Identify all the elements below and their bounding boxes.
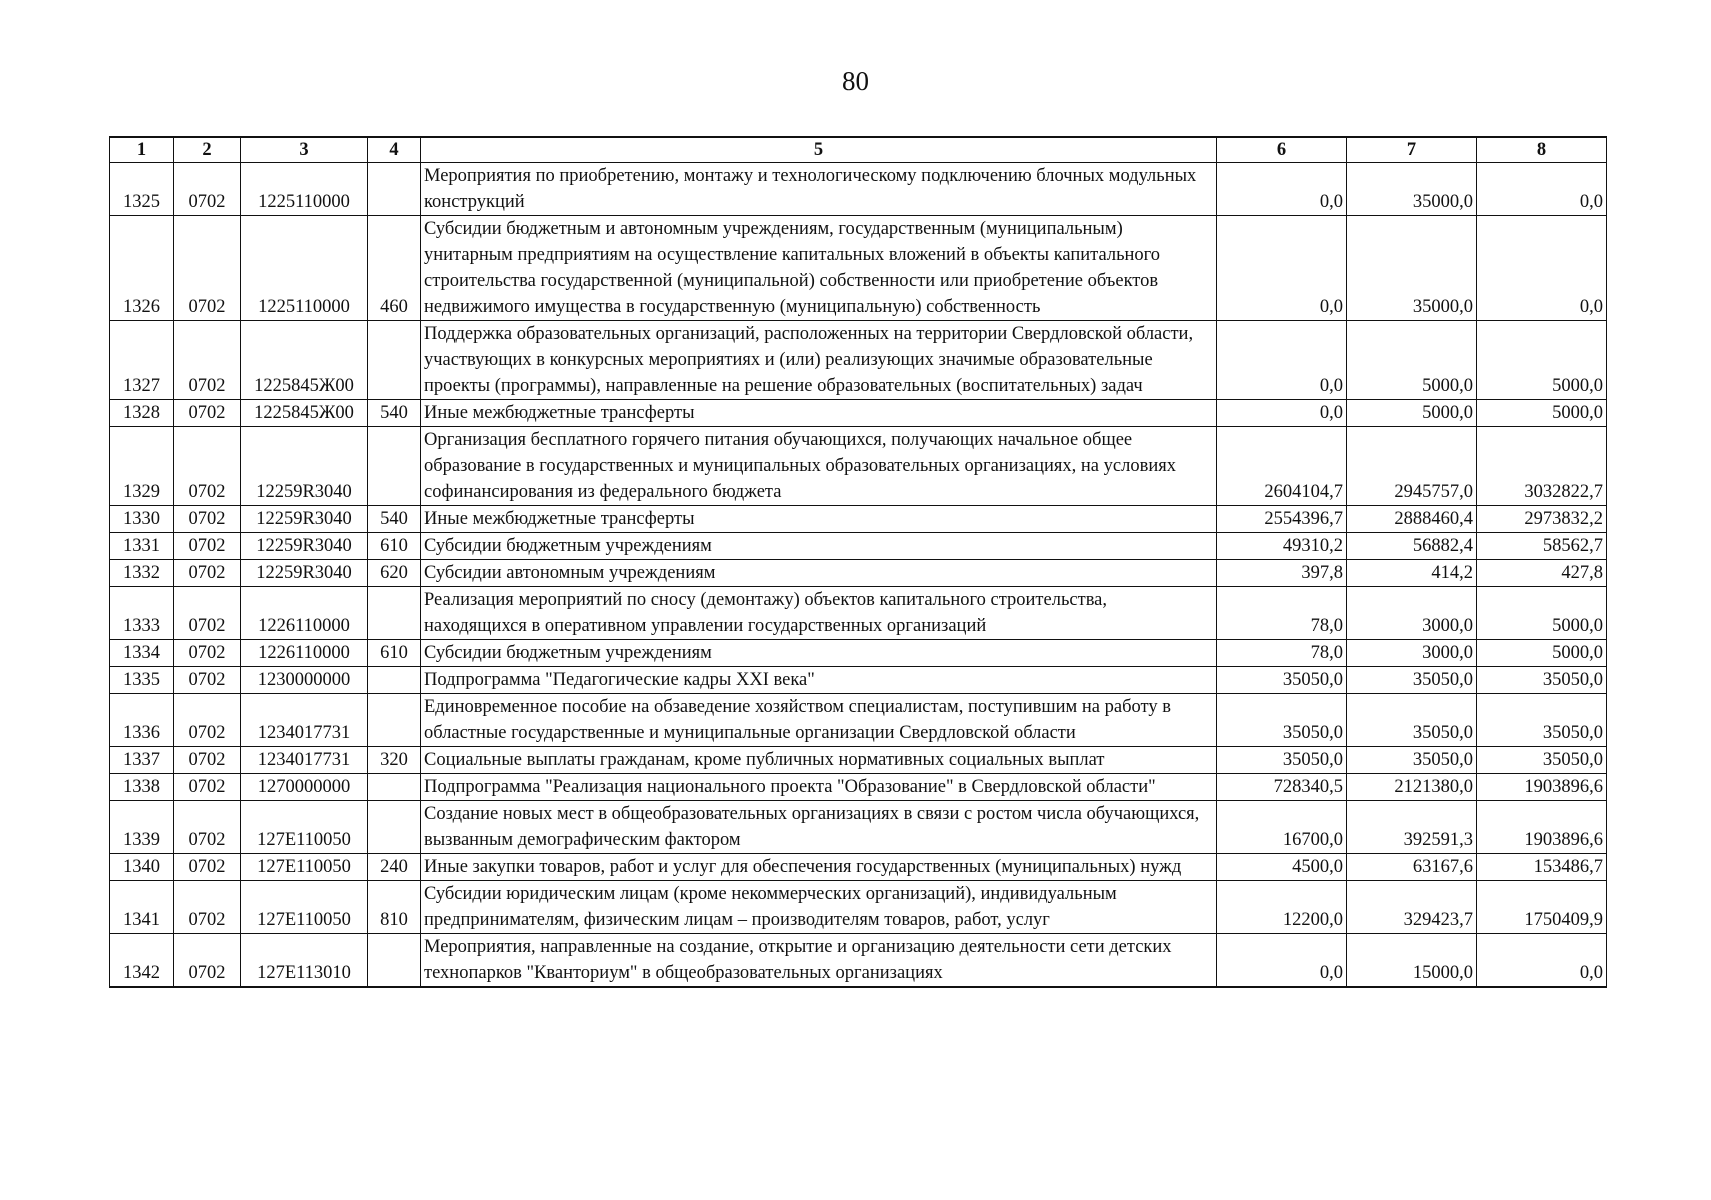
table-row [110, 667, 1607, 694]
table-row [110, 774, 1607, 801]
row-number-cell: 1338 [110, 774, 174, 801]
row-number-cell: 1330 [110, 506, 174, 533]
description-cell: Субсидии автономным учреждениям [421, 560, 1217, 587]
section-code-cell: 0702 [174, 934, 241, 988]
amount-cell-7: 2888460,4 [1347, 506, 1477, 533]
amount-cell-7: 15000,0 [1347, 934, 1477, 988]
target-article-cell: 1225110000 [241, 216, 368, 321]
amount-cell-7: 56882,4 [1347, 533, 1477, 560]
amount-cell-8: 5000,0 [1477, 321, 1607, 400]
row-number-cell: 1331 [110, 533, 174, 560]
section-code-cell: 0702 [174, 667, 241, 694]
expense-type-cell: 810 [368, 881, 421, 934]
row-number-cell: 1333 [110, 587, 174, 640]
amount-cell-8: 5000,0 [1477, 640, 1607, 667]
amount-cell-7: 2121380,0 [1347, 774, 1477, 801]
target-article-cell: 1234017731 [241, 747, 368, 774]
amount-cell-8: 35050,0 [1477, 694, 1607, 747]
amount-cell-7: 35050,0 [1347, 667, 1477, 694]
target-article-cell: 12259R3040 [241, 533, 368, 560]
row-number-cell: 1334 [110, 640, 174, 667]
target-article-cell: 1234017731 [241, 694, 368, 747]
row-number-cell: 1326 [110, 216, 174, 321]
target-article-cell: 1230000000 [241, 667, 368, 694]
header-cell: 4 [368, 137, 421, 163]
amount-cell-6: 0,0 [1217, 216, 1347, 321]
expense-type-cell [368, 694, 421, 747]
amount-cell-6: 35050,0 [1217, 667, 1347, 694]
expense-type-cell: 540 [368, 400, 421, 427]
amount-cell-7: 2945757,0 [1347, 427, 1477, 506]
header-cell: 6 [1217, 137, 1347, 163]
expense-type-cell [368, 934, 421, 988]
table-row [110, 506, 1607, 533]
expense-type-cell [368, 774, 421, 801]
expense-type-cell [368, 163, 421, 216]
target-article-cell: 127E110050 [241, 801, 368, 854]
row-number-cell: 1342 [110, 934, 174, 988]
budget-table [109, 136, 1607, 988]
expense-type-cell [368, 587, 421, 640]
target-article-cell: 1225845Ж00 [241, 321, 368, 400]
table-row [110, 881, 1607, 934]
expense-type-cell: 610 [368, 533, 421, 560]
section-code-cell: 0702 [174, 747, 241, 774]
table-row [110, 163, 1607, 216]
amount-cell-6: 49310,2 [1217, 533, 1347, 560]
target-article-cell: 1226110000 [241, 640, 368, 667]
amount-cell-7: 63167,6 [1347, 854, 1477, 881]
table-row [110, 400, 1607, 427]
target-article-cell: 12259R3040 [241, 506, 368, 533]
table-row [110, 640, 1607, 667]
amount-cell-8: 35050,0 [1477, 667, 1607, 694]
target-article-cell: 1225110000 [241, 163, 368, 216]
target-article-cell: 12259R3040 [241, 427, 368, 506]
table-row [110, 694, 1607, 747]
target-article-cell: 1225845Ж00 [241, 400, 368, 427]
description-cell: Мероприятия, направленные на создание, открытие и организацию деятельности сети детских технопарков "Кванториум" в общеобразовательных организациях [421, 934, 1217, 988]
target-article-cell: 1270000000 [241, 774, 368, 801]
section-code-cell: 0702 [174, 587, 241, 640]
row-number-cell: 1327 [110, 321, 174, 400]
amount-cell-8: 0,0 [1477, 216, 1607, 321]
amount-cell-6: 12200,0 [1217, 881, 1347, 934]
header-row [110, 137, 1607, 163]
table-row [110, 801, 1607, 854]
description-cell: Иные межбюджетные трансферты [421, 506, 1217, 533]
expense-type-cell: 460 [368, 216, 421, 321]
amount-cell-7: 35000,0 [1347, 163, 1477, 216]
description-cell: Организация бесплатного горячего питания обучающихся, получающих начальное общее образование в государственных и муниципальных образовательных организациях, на условиях софинансирования из федерального бюджета [421, 427, 1217, 506]
header-cell: 8 [1477, 137, 1607, 163]
expense-type-cell: 620 [368, 560, 421, 587]
amount-cell-8: 427,8 [1477, 560, 1607, 587]
section-code-cell: 0702 [174, 560, 241, 587]
table-row [110, 560, 1607, 587]
section-code-cell: 0702 [174, 533, 241, 560]
row-number-cell: 1336 [110, 694, 174, 747]
amount-cell-6: 16700,0 [1217, 801, 1347, 854]
description-cell: Субсидии юридическим лицам (кроме некоммерческих организаций), индивидуальным предпринимателям, физическим лицам – производителям товаров, работ, услуг [421, 881, 1217, 934]
expense-type-cell: 240 [368, 854, 421, 881]
table-row [110, 216, 1607, 321]
amount-cell-6: 0,0 [1217, 321, 1347, 400]
table-body [110, 163, 1607, 988]
description-cell: Иные закупки товаров, работ и услуг для обеспечения государственных (муниципальных) нужд [421, 854, 1217, 881]
header-cell: 1 [110, 137, 174, 163]
row-number-cell: 1335 [110, 667, 174, 694]
description-cell: Реализация мероприятий по сносу (демонтажу) объектов капитального строительства, находящихся в оперативном управлении государственных организаций [421, 587, 1217, 640]
section-code-cell: 0702 [174, 400, 241, 427]
row-number-cell: 1337 [110, 747, 174, 774]
amount-cell-8: 1903896,6 [1477, 774, 1607, 801]
amount-cell-8: 0,0 [1477, 934, 1607, 988]
amount-cell-8: 2973832,2 [1477, 506, 1607, 533]
section-code-cell: 0702 [174, 163, 241, 216]
description-cell: Подпрограмма "Педагогические кадры XXI века" [421, 667, 1217, 694]
expense-type-cell [368, 667, 421, 694]
amount-cell-7: 329423,7 [1347, 881, 1477, 934]
amount-cell-6: 2554396,7 [1217, 506, 1347, 533]
table-row [110, 747, 1607, 774]
table-row [110, 587, 1607, 640]
target-article-cell: 127E110050 [241, 881, 368, 934]
expense-type-cell [368, 427, 421, 506]
header-cell: 3 [241, 137, 368, 163]
header-cell: 2 [174, 137, 241, 163]
amount-cell-8: 1750409,9 [1477, 881, 1607, 934]
section-code-cell: 0702 [174, 774, 241, 801]
description-cell: Поддержка образовательных организаций, расположенных на территории Свердловской области, участвующих в конкурсных мероприятиях и (или) реализующих значимые образовательные проекты (программы), направленные на решение образовательных (воспитательных) задач [421, 321, 1217, 400]
target-article-cell: 1226110000 [241, 587, 368, 640]
table-row [110, 427, 1607, 506]
table-row [110, 854, 1607, 881]
amount-cell-8: 153486,7 [1477, 854, 1607, 881]
expense-type-cell: 540 [368, 506, 421, 533]
amount-cell-7: 35050,0 [1347, 694, 1477, 747]
amount-cell-7: 35050,0 [1347, 747, 1477, 774]
amount-cell-7: 414,2 [1347, 560, 1477, 587]
page-number: 80 [842, 66, 869, 96]
section-code-cell: 0702 [174, 216, 241, 321]
amount-cell-6: 728340,5 [1217, 774, 1347, 801]
amount-cell-6: 0,0 [1217, 934, 1347, 988]
section-code-cell: 0702 [174, 321, 241, 400]
description-cell: Субсидии бюджетным учреждениям [421, 640, 1217, 667]
row-number-cell: 1340 [110, 854, 174, 881]
amount-cell-6: 0,0 [1217, 163, 1347, 216]
section-code-cell: 0702 [174, 694, 241, 747]
table-row [110, 533, 1607, 560]
section-code-cell: 0702 [174, 801, 241, 854]
row-number-cell: 1332 [110, 560, 174, 587]
expense-type-cell [368, 801, 421, 854]
amount-cell-8: 5000,0 [1477, 587, 1607, 640]
description-cell: Субсидии бюджетным и автономным учреждениям, государственным (муниципальным) унитарным предприятиям на осуществление капитальных вложений в объекты капитального строительства государственной (муниципальной) собственности или приобретение объектов недвижимого имущества в государственную (муниципальную) собственность [421, 216, 1217, 321]
section-code-cell: 0702 [174, 640, 241, 667]
amount-cell-6: 78,0 [1217, 640, 1347, 667]
amount-cell-8: 3032822,7 [1477, 427, 1607, 506]
amount-cell-8: 5000,0 [1477, 400, 1607, 427]
amount-cell-7: 3000,0 [1347, 640, 1477, 667]
amount-cell-6: 4500,0 [1217, 854, 1347, 881]
amount-cell-6: 2604104,7 [1217, 427, 1347, 506]
row-number-cell: 1329 [110, 427, 174, 506]
amount-cell-6: 0,0 [1217, 400, 1347, 427]
amount-cell-8: 0,0 [1477, 163, 1607, 216]
amount-cell-7: 392591,3 [1347, 801, 1477, 854]
description-cell: Социальные выплаты гражданам, кроме публичных нормативных социальных выплат [421, 747, 1217, 774]
section-code-cell: 0702 [174, 854, 241, 881]
amount-cell-8: 35050,0 [1477, 747, 1607, 774]
amount-cell-6: 35050,0 [1217, 747, 1347, 774]
expense-type-cell [368, 321, 421, 400]
amount-cell-7: 35000,0 [1347, 216, 1477, 321]
description-cell: Иные межбюджетные трансферты [421, 400, 1217, 427]
header-cell: 5 [421, 137, 1217, 163]
table-row [110, 934, 1607, 988]
section-code-cell: 0702 [174, 427, 241, 506]
row-number-cell: 1328 [110, 400, 174, 427]
amount-cell-7: 3000,0 [1347, 587, 1477, 640]
description-cell: Мероприятия по приобретению, монтажу и технологическому подключению блочных модульных конструкций [421, 163, 1217, 216]
amount-cell-7: 5000,0 [1347, 321, 1477, 400]
description-cell: Единовременное пособие на обзаведение хозяйством специалистам, поступившим на работу в областные государственные и муниципальные организации Свердловской области [421, 694, 1217, 747]
description-cell: Подпрограмма "Реализация национального проекта "Образование" в Свердловской области" [421, 774, 1217, 801]
section-code-cell: 0702 [174, 881, 241, 934]
expense-type-cell: 320 [368, 747, 421, 774]
header-cell: 7 [1347, 137, 1477, 163]
target-article-cell: 127E110050 [241, 854, 368, 881]
expense-type-cell: 610 [368, 640, 421, 667]
table-row [110, 321, 1607, 400]
target-article-cell: 127E113010 [241, 934, 368, 988]
description-cell: Субсидии бюджетным учреждениям [421, 533, 1217, 560]
row-number-cell: 1341 [110, 881, 174, 934]
target-article-cell: 12259R3040 [241, 560, 368, 587]
section-code-cell: 0702 [174, 506, 241, 533]
row-number-cell: 1325 [110, 163, 174, 216]
amount-cell-6: 78,0 [1217, 587, 1347, 640]
amount-cell-8: 58562,7 [1477, 533, 1607, 560]
amount-cell-8: 1903896,6 [1477, 801, 1607, 854]
amount-cell-6: 35050,0 [1217, 694, 1347, 747]
amount-cell-6: 397,8 [1217, 560, 1347, 587]
amount-cell-7: 5000,0 [1347, 400, 1477, 427]
row-number-cell: 1339 [110, 801, 174, 854]
description-cell: Создание новых мест в общеобразовательных организациях в связи с ростом числа обучающихся, вызванным демографическим фактором [421, 801, 1217, 854]
